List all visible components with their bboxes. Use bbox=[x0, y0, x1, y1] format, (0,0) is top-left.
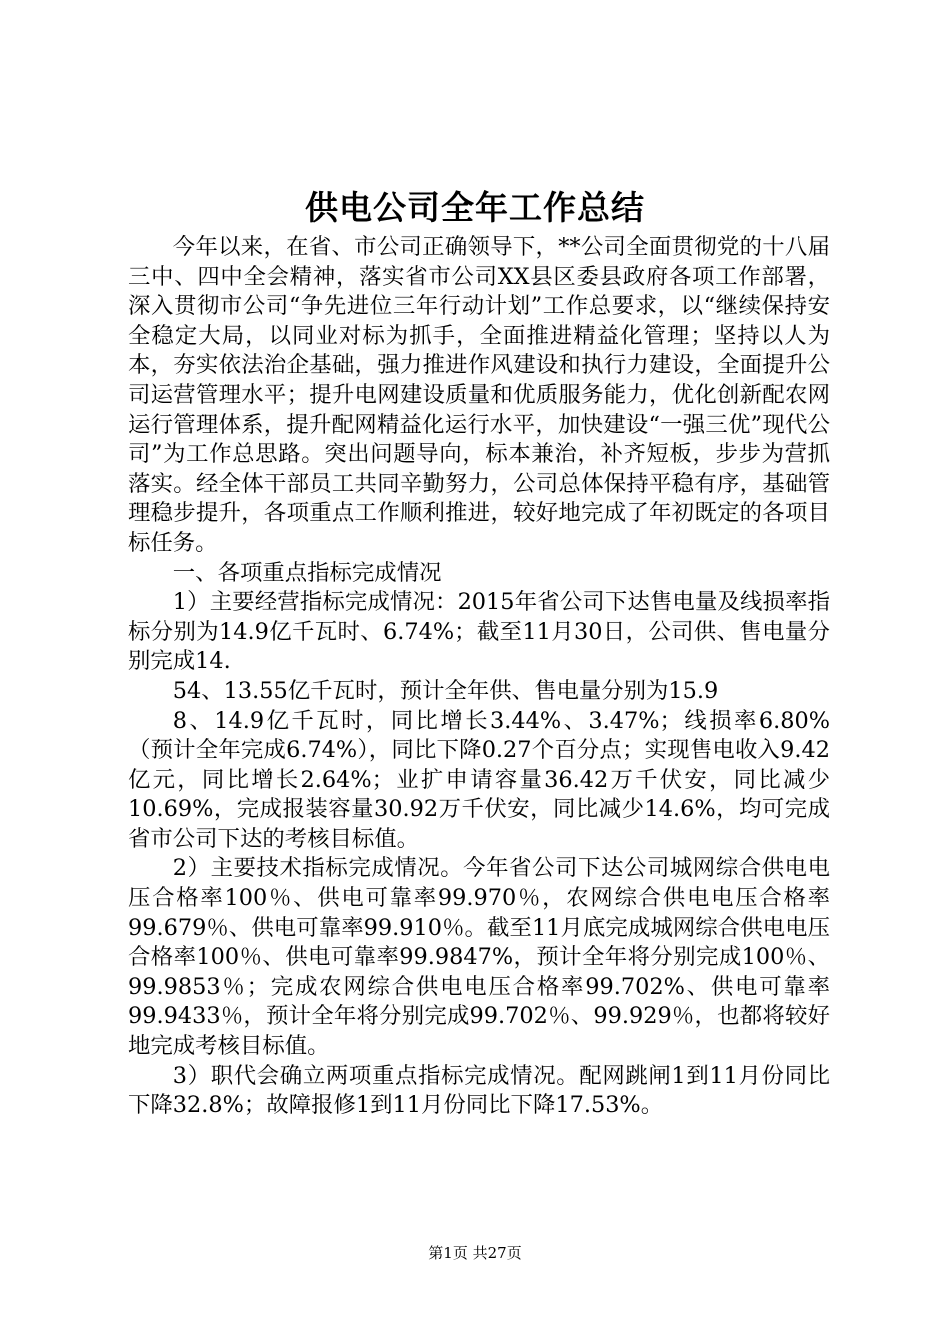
paragraph-item-3: 3）职代会确立两项重点指标完成情况。配网跳闸1到11月份同比下降32.8%；故障报修1到11月份同比下降17.53%。 bbox=[128, 1062, 830, 1119]
paragraph-section-heading: 一、各项重点指标完成情况 bbox=[172, 559, 442, 586]
paragraph-item-1-detail: 8、14.9亿千瓦时，同比增长3.44%、3.47%；线损率6.80%（预计全年完成6.74%），同比下降0.27个百分点；实现售电收入9.42亿元，同比增长2.64%；业扩申请容量36.42万千伏安，同比减少10.69%，完成报装容量30.92万千伏安，同比减少14.6%，均可完成省市公司下达的考核目标值。 bbox=[128, 707, 830, 852]
document-title: 供电公司全年工作总结 bbox=[305, 188, 645, 227]
paragraph-item-1-continued: 54、13.55亿千瓦时，预计全年供、售电量分别为15.9 bbox=[172, 677, 719, 704]
paragraph-intro: 今年以来，在省、市公司正确领导下，**公司全面贯彻党的十八届三中、四中全会精神，落实省市公司XX县区委县政府各项工作部署，深入贯彻市公司“争先进位三年行动计划”工作总要求，以“继续保持安全稳定大局，以同业对标为抓手，全面推进精益化管理；坚持以人为本，夯实依法治企基础，强力推进作风建设和执行力建设，全面提升公司运营管理水平；提升电网建设质量和优质服务能力，优化创新配农网运行管理体系，提升配网精益化运行水平，加快建设“一强三优”现代公司”为工作总思路。突出问题导向，标本兼治，补齐短板，步步为营抓落实。经全体干部员工共同辛勤努力，公司总体保持平稳有序，基础管理稳步提升，各项重点工作顺利推进，较好地完成了年初既定的各项目标任务。 bbox=[128, 234, 830, 556]
page-number-footer: 第1页 共27页 bbox=[428, 1244, 522, 1262]
paragraph-item-1: 1）主要经营指标完成情况：2015年省公司下达售电量及线损率指标分别为14.9亿千瓦时、6.74%；截至11月30日，公司供、售电量分别完成14. bbox=[128, 589, 830, 675]
document-body bbox=[128, 233, 830, 1121]
paragraph-item-2: 2）主要技术指标完成情况。今年省公司下达公司城网综合供电电压合格率100％、供电可靠率99.970％，农网综合供电电压合格率99.679％、供电可靠率99.910％。截至11月底完成城网综合供电电压合格率100％、供电可靠率99.9847%，预计全年将分别完成100％、99.9853％；完成农网综合供电电压合格率99.702%、供电可靠率99.9433％，预计全年将分别完成99.702％、99.929％，也都将较好地完成考核目标值。 bbox=[128, 855, 830, 1060]
